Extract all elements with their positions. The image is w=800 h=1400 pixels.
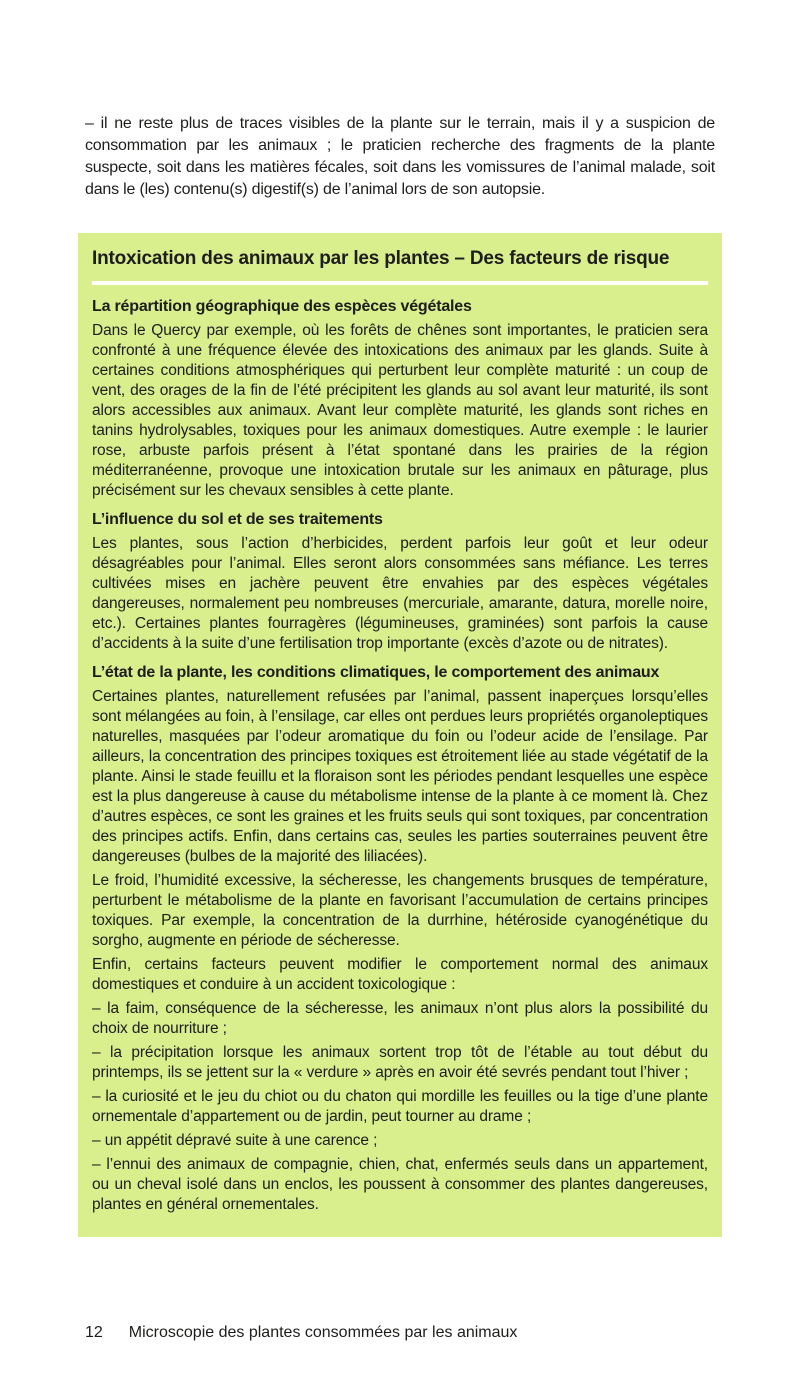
section-paragraph: Dans le Quercy par exemple, où les forêts de chênes sont importantes, le praticien sera confronté à une fréquence élevée des intoxications des animaux par les glands. Suite à certaines conditions atmosphériques qui perturbent leur complète maturité : un coup de vent, des orages de la fin de l’été précipitent les glands au sol avant leur maturité, ils sont alors accessibles aux animaux. Avant leur complète maturité, les glands sont riches en tanins hydrolysables, toxiques pour les animaux domestiques. Autre exemple : le laurier rose, arbuste parfois présent à l’état spontané dans les prairies de la région méditerranéenne, provoque une intoxication brutale sur les animaux en pâturage, plus précisément sur les chevaux sensibles à cette plante. xyxy=(92,322,708,499)
section-paragraph: Certaines plantes, naturellement refusées par l’animal, passent inaperçues lorsqu’elles sont mélangées au foin, à l’ensilage, car elles ont perdues leurs propriétés organoleptiques naturelles, masquées par l’odeur aromatique du foin ou l’odeur acide de l’ensilage. Par ailleurs, la concentration des principes toxiques est étroitement liée au stade végétatif de la plante. Ainsi le stade feuillu et la floraison sont les périodes pendant lesquelles une espèce est la plus dangereuse à cause du métabolisme intense de la plante à ce moment là. Chez d’autres espèces, ce sont les graines et les fruits seuls qui sont toxiques, par concentration des principes actifs. Enfin, dans certains cas, seules les parties souterraines peuvent être dangereuses (bulbes de la majorité des liliacées). xyxy=(92,688,708,865)
footer-title: Microscopie des plantes consommées par les animaux xyxy=(128,1324,518,1341)
list-item: – l’ennui des animaux de compagnie, chien, chat, enfermés seuls dans un appartement, ou un cheval isolé dans un enclos, les poussent à consommer des plantes dangereuses, plantes en général ornementales. xyxy=(92,1156,708,1213)
section-heading-plant-state: L’état de la plante, les conditions climatiques, le comportement des animaux xyxy=(92,664,660,681)
title-divider xyxy=(92,281,708,285)
section-paragraph: Les plantes, sous l’action d’herbicides, perdent parfois leur goût et leur odeur désagréables pour l’animal. Elles seront alors consommées sans méfiance. Les terres cultivées mises en jachère peuvent être envahies par des espèces végétales dangereuses, normalement peu nombreuses (mercuriale, amarante, datura, morelle noire, etc.). Certaines plantes fourragères (légumineuses, graminées) sont parfois la cause d’accidents à la suite d’une fertilisation trop importante (excès d’azote ou de nitrates). xyxy=(92,535,708,652)
section-heading-geography: La répartition géographique des espèces végétales xyxy=(92,298,472,315)
list-item: – la faim, conséquence de la sécheresse, les animaux n’ont plus alors la possibilité du choix de nourriture ; xyxy=(92,1000,708,1037)
page-number: 12 xyxy=(85,1324,103,1341)
page-footer xyxy=(85,1323,517,1343)
box-title: Intoxication des animaux par les plantes – Des facteurs de risque xyxy=(92,248,670,269)
list-item: – la curiosité et le jeu du chiot ou du chaton qui mordille les feuilles ou la tige d’une plante ornementale d’appartement ou de jardin, peut tourner au drame ; xyxy=(92,1088,708,1125)
section-paragraph: Enfin, certains facteurs peuvent modifier le comportement normal des animaux domestiques et conduire à un accident toxicologique : xyxy=(92,956,708,993)
section-paragraph: Le froid, l’humidité excessive, la sécheresse, les changements brusques de température, perturbent le métabolisme de la plante en favorisant l’accumulation de certains principes toxiques. Par exemple, la concentration de la durrhine, hétéroside cyanogénétique du sorgho, augmente en période de sécheresse. xyxy=(92,872,708,949)
list-item: – la précipitation lorsque les animaux sortent trop tôt de l’étable au tout début du printemps, ils se jettent sur la « verdure » après en avoir été sevrés pendant tout l’hiver ; xyxy=(92,1044,708,1081)
list-item: – un appétit dépravé suite à une carence ; xyxy=(92,1132,378,1149)
risk-factors-box xyxy=(78,233,722,1237)
intro-paragraph: – il ne reste plus de traces visibles de la plante sur le terrain, mais il y a suspicion de consommation par les animaux ; le praticien recherche des fragments de la plante suspecte, soit dans les matières fécales, soit dans les vomissures de l’animal malade, soit dans le (les) contenu(s) digestif(s) de l’animal lors de son autopsie. xyxy=(85,115,715,198)
section-heading-soil: L’influence du sol et de ses traitements xyxy=(92,511,383,528)
